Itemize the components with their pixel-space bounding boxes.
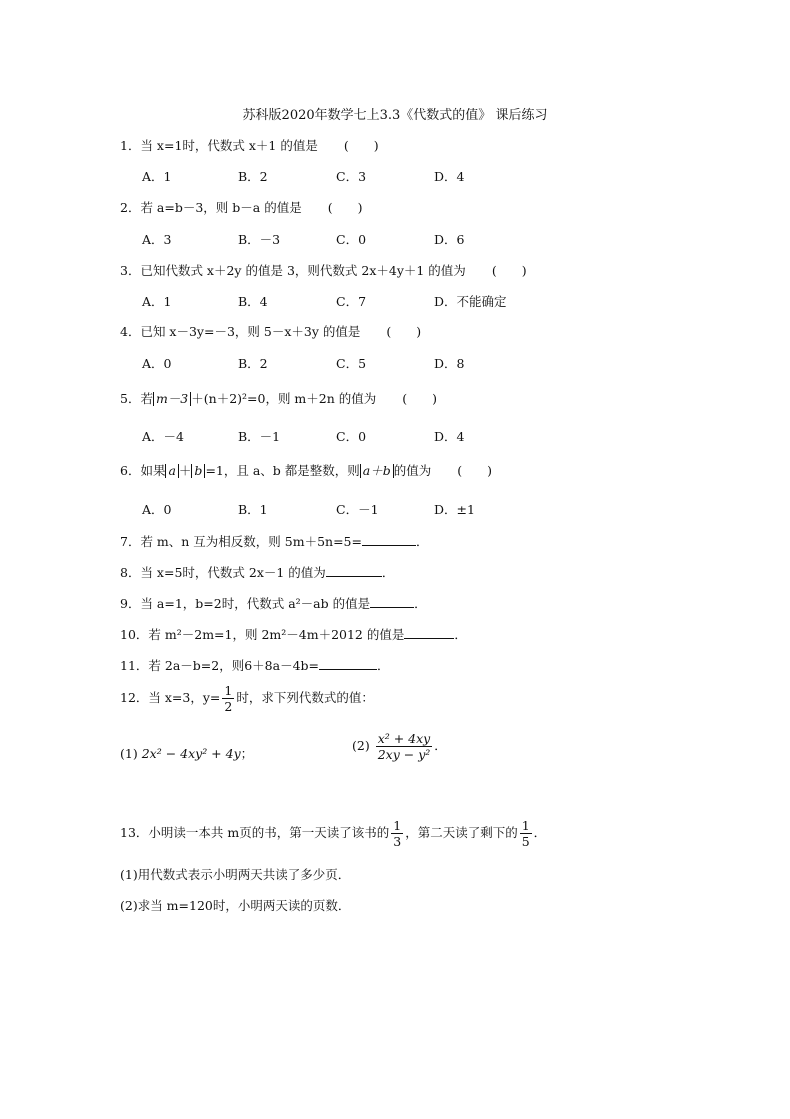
question-text: 7．若 m、n 互为相反数，则 5m＋5n=5= [120, 534, 362, 549]
option-c: C．0 [336, 429, 367, 444]
answer-blank [404, 627, 454, 639]
option-a: A．0 [142, 502, 172, 517]
absolute-value-b: b [191, 464, 205, 478]
option-b: B．1 [238, 502, 268, 517]
question-end: ． [377, 658, 390, 673]
fraction-denominator: 2xy − y² [377, 747, 431, 762]
fraction-one-third [391, 818, 403, 849]
option-a: A．1 [142, 294, 172, 309]
question-middle: =1，且 a、b 都是整数，则 [205, 463, 360, 478]
option-b: B．2 [238, 169, 268, 184]
answer-paren: ( ) [386, 324, 422, 339]
plus-sign: ＋ [178, 463, 192, 478]
option-d: D．6 [434, 232, 465, 247]
question-text: 9．当 a=1，b=2时，代数式 a²－ab 的值是 [120, 596, 371, 611]
answer-paren: ( ) [343, 138, 379, 153]
answer-paren: ( ) [402, 391, 438, 406]
question-8 [120, 563, 394, 581]
question-suffix: 的值为 [393, 463, 432, 478]
expression: 2x² − 4xy² + 4y [141, 746, 241, 761]
question-4 [120, 322, 421, 340]
question-5 [120, 389, 437, 407]
answer-blank [362, 534, 416, 546]
option-a: A．0 [142, 356, 172, 371]
option-d: D．4 [434, 169, 465, 184]
fraction-denominator: 5 [521, 834, 530, 849]
question-prefix: 12．当 x=3，y= [120, 690, 221, 705]
part-end: ． [434, 738, 447, 753]
part-label: (2) [352, 738, 370, 753]
answer-paren: ( ) [491, 263, 527, 278]
option-d: D．8 [434, 356, 465, 371]
fraction-numerator: 1 [521, 818, 530, 833]
question-end: ． [533, 825, 547, 840]
answer-blank [326, 565, 382, 577]
worksheet-title: 苏科版2020年数学七上3.3《代数式的值》 课后练习 [242, 108, 548, 123]
question-text: 1．当 x=1时，代数式 x＋1 的值是 [120, 138, 318, 153]
question-9 [120, 594, 427, 612]
question-prefix: 6．如果 [120, 463, 166, 478]
option-c: C．5 [336, 356, 367, 371]
option-a: A．－4 [142, 429, 184, 444]
absolute-value-a: a [165, 464, 178, 478]
option-a: A．3 [142, 232, 172, 247]
question-6 [120, 461, 492, 479]
answer-blank [319, 658, 377, 670]
question-13-part-2: (2)求当 m=120时，小明两天读的页数． [120, 898, 351, 913]
question-suffix: 时，求下列代数式的值： [236, 690, 374, 705]
option-d: D．不能确定 [434, 294, 507, 309]
question-text: 4．已知 x－3y=－3，则 5－x＋3y 的值是 [120, 324, 361, 339]
question-end: ． [454, 627, 467, 642]
question-10 [120, 625, 467, 643]
option-c: C．3 [336, 169, 367, 184]
question-text: 11．若 2a－b=2，则6＋8a－4b= [120, 658, 319, 673]
fraction-numerator: 1 [224, 683, 233, 698]
question-end: ． [381, 565, 395, 580]
fraction-expression [376, 731, 433, 762]
question-12 [120, 683, 374, 714]
option-c: C．－1 [336, 502, 379, 517]
question-end: ． [416, 534, 429, 549]
fraction-denominator: 3 [393, 834, 402, 849]
question-prefix: 5．若 [120, 391, 153, 406]
option-a: A．1 [142, 169, 172, 184]
part-end: ； [240, 746, 254, 761]
question-3 [120, 261, 527, 279]
option-b: B．2 [238, 356, 268, 371]
question-text: 3．已知代数式 x＋2y 的值是 3，则代数式 2x＋4y＋1 的值为 [120, 263, 466, 278]
option-d: D．±1 [434, 502, 475, 517]
question-12-part-2 [352, 731, 447, 762]
fraction-one-fifth [520, 818, 532, 849]
question-1 [120, 136, 379, 154]
question-13-part-1: (1)用代数式表示小明两天共读了多少页． [120, 867, 351, 882]
question-text: 2．若 a=b－3，则 b－a 的值是 [120, 200, 302, 215]
question-middle: ＋(n＋2)²=0，则 m＋2n 的值为 [191, 391, 377, 406]
question-prefix: 13．小明读一本共 m页的书，第一天读了该书的 [120, 825, 390, 840]
fraction-numerator: x² + 4xy [376, 731, 433, 747]
answer-paren: ( ) [457, 463, 493, 478]
question-middle: ，第二天读了剩下的 [405, 825, 518, 840]
question-12-part-1 [120, 744, 253, 762]
fraction [222, 683, 234, 714]
question-text: 8．当 x=5时，代数式 2x－1 的值为 [120, 565, 326, 580]
answer-blank [370, 596, 414, 608]
absolute-value-sum: a＋b [360, 464, 394, 478]
option-d: D．4 [434, 429, 465, 444]
option-b: B．－3 [238, 232, 281, 247]
option-b: B．4 [238, 294, 268, 309]
question-7 [120, 532, 429, 550]
question-2 [120, 198, 362, 216]
question-text: 10．若 m²－2m=1，则 2m²－4m＋2012 的值是 [120, 627, 405, 642]
answer-paren: ( ) [327, 200, 363, 215]
absolute-value: m－3 [153, 392, 191, 406]
option-b: B．－1 [238, 429, 281, 444]
part-label: (1) [120, 746, 138, 761]
fraction-numerator: 1 [393, 818, 402, 833]
question-13 [120, 818, 546, 849]
option-c: C．0 [336, 232, 367, 247]
question-end: ． [414, 596, 427, 611]
question-11 [120, 656, 390, 674]
fraction-denominator: 2 [224, 699, 233, 714]
option-c: C．7 [336, 294, 367, 309]
